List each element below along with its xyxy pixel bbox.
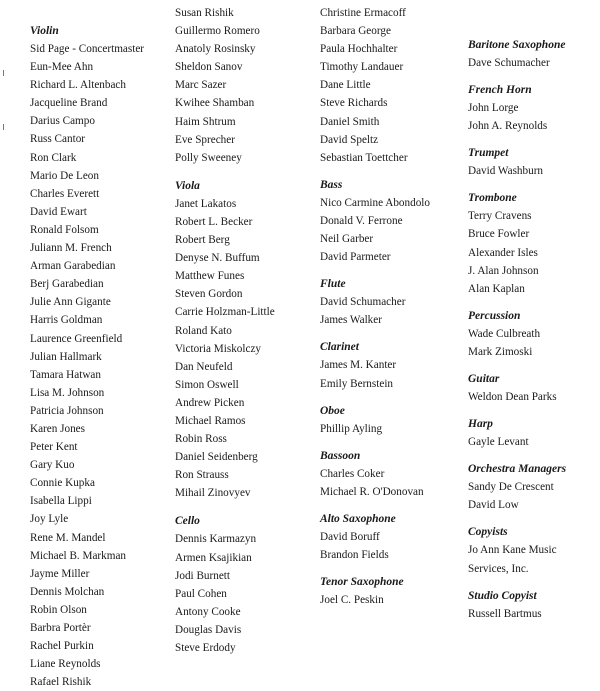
musician-name: Michael Ramos xyxy=(175,414,246,427)
musician-name: Timothy Landauer xyxy=(320,61,404,74)
section-harp xyxy=(468,415,598,451)
section-bass xyxy=(320,176,465,266)
musician-name: Services, Inc. xyxy=(468,562,529,575)
section-heading: Percussion xyxy=(468,309,521,322)
musician-name: Barbra Portèr xyxy=(30,622,91,634)
musician-name: David Boruff xyxy=(320,530,380,543)
musician-name: Guillermo Romero xyxy=(175,25,260,38)
musician-name: Charles Everett xyxy=(30,187,100,200)
section-heading: Trombone xyxy=(468,192,517,205)
musician-name: Daniel Smith xyxy=(320,115,380,128)
column-2 xyxy=(175,4,315,657)
musician-name: Liane Reynolds xyxy=(30,658,101,671)
musician-name: Bruce Fowler xyxy=(468,228,530,241)
section-viola xyxy=(175,177,315,503)
musician-name: Roland Kato xyxy=(175,324,232,337)
musician-name: Rafael Rishik xyxy=(30,676,92,689)
section-bassoon xyxy=(320,447,465,501)
musician-name: Julian Hallmark xyxy=(30,350,102,363)
musician-name: Sandy De Crescent xyxy=(468,481,554,494)
musician-name: Eve Sprecher xyxy=(175,133,235,146)
musician-name: Darius Campo xyxy=(30,115,95,128)
musician-name: Carrie Holzman-Little xyxy=(175,306,275,319)
musician-name: Dennis Molchan xyxy=(30,585,105,598)
section-heading: Guitar xyxy=(468,373,500,386)
musician-name: Charles Coker xyxy=(320,467,385,480)
section-heading: Trumpet xyxy=(468,147,509,160)
musician-name: Sebastian Toettcher xyxy=(320,151,408,164)
column-4 xyxy=(468,36,598,623)
section-violin xyxy=(30,22,170,691)
section-heading: Cello xyxy=(175,515,200,528)
musician-name: Peter Kent xyxy=(30,441,78,454)
section-heading: Studio Copyist xyxy=(468,589,537,602)
musician-name: Lisa M. Johnson xyxy=(30,386,105,399)
section-heading: Flute xyxy=(320,278,346,291)
musician-name: Richard L. Altenbach xyxy=(30,79,126,92)
musician-name: Robert L. Becker xyxy=(175,215,253,228)
musician-name: Michael B. Markman xyxy=(30,549,127,562)
section-guitar xyxy=(468,370,598,406)
musician-name: Connie Kupka xyxy=(30,477,95,490)
musician-name: Sheldon Sanov xyxy=(175,61,243,74)
musician-name: J. Alan Johnson xyxy=(468,264,539,277)
musician-name: Rachel Purkin xyxy=(30,640,94,653)
musician-name: Denyse N. Buffum xyxy=(175,252,260,265)
section-studio-copyist xyxy=(468,587,598,623)
musician-name: Jayme Miller xyxy=(30,567,90,580)
musician-name: David Speltz xyxy=(320,133,379,146)
musician-name: Joel C. Peskin xyxy=(320,594,384,607)
musician-name: Donald V. Ferrone xyxy=(320,214,403,227)
musician-name: Paula Hochhalter xyxy=(320,43,398,56)
column-3 xyxy=(320,4,465,609)
section-oboe xyxy=(320,402,465,438)
musician-name: Tamara Hatwan xyxy=(30,368,101,381)
section-trombone xyxy=(468,189,598,297)
musician-name: David Washburn xyxy=(468,165,544,178)
musician-name: Mark Zimoski xyxy=(468,345,533,358)
section-cello-continued xyxy=(320,4,465,167)
section-alto-saxophone xyxy=(320,510,465,564)
musician-name: Ron Strauss xyxy=(175,469,229,482)
musician-name: Phillip Ayling xyxy=(320,422,383,435)
column-1 xyxy=(30,22,170,691)
musician-name: Polly Sweeney xyxy=(175,151,242,164)
musician-name: David Parmeter xyxy=(320,251,391,264)
section-percussion xyxy=(468,307,598,361)
musician-name: John Lorge xyxy=(468,102,519,115)
musician-name: Paul Cohen xyxy=(175,587,227,600)
musician-name: Jodi Burnett xyxy=(175,569,231,582)
musician-name: Dane Little xyxy=(320,79,371,92)
section-heading: Copyists xyxy=(468,526,508,539)
section-baritone-saxophone xyxy=(468,36,598,72)
section-copyists xyxy=(468,523,598,577)
musician-name: Susan Rishik xyxy=(175,7,234,19)
musician-name: Patricia Johnson xyxy=(30,404,104,417)
musician-name: Anatoly Rosinsky xyxy=(175,43,256,56)
musician-name: Dave Schumacher xyxy=(468,57,550,69)
musician-name: Emily Bernstein xyxy=(320,377,394,390)
musician-name: John A. Reynolds xyxy=(468,120,548,133)
section-cello xyxy=(175,512,315,657)
musician-name: Mario De Leon xyxy=(30,169,99,182)
musician-name: Arman Garabedian xyxy=(30,260,116,273)
musician-name: Matthew Funes xyxy=(175,270,245,283)
section-heading: Viola xyxy=(175,179,200,192)
musician-name: Isabella Lippi xyxy=(30,495,92,508)
section-clarinet xyxy=(320,338,465,392)
musician-name: Andrew Picken xyxy=(175,396,245,409)
section-heading: Clarinet xyxy=(320,341,359,354)
binding-tick xyxy=(3,124,8,130)
section-orchestra-managers xyxy=(468,460,598,514)
musician-name: David Low xyxy=(468,499,519,512)
musician-name: Terry Cravens xyxy=(468,210,532,223)
musician-name: Christine Ermacoff xyxy=(320,7,406,19)
section-trumpet xyxy=(468,144,598,180)
musician-name: Mihail Zinovyev xyxy=(175,487,251,500)
binding-tick xyxy=(3,70,8,76)
section-tenor-saxophone xyxy=(320,573,465,609)
musician-name: Gayle Levant xyxy=(468,436,529,449)
musician-name: Jo Ann Kane Music xyxy=(468,544,557,557)
musician-name: Gary Kuo xyxy=(30,459,75,472)
musician-name: Ronald Folsom xyxy=(30,223,99,236)
musician-name: Alexander Isles xyxy=(468,246,538,259)
musician-name: Dennis Karmazyn xyxy=(175,533,257,546)
section-heading: Tenor Saxophone xyxy=(320,576,404,589)
musician-name: Joy Lyle xyxy=(30,513,69,526)
musician-name: Rene M. Mandel xyxy=(30,531,106,544)
musician-name: Steve Richards xyxy=(320,97,388,110)
section-heading: Bassoon xyxy=(320,449,361,462)
musician-name: Steve Erdody xyxy=(175,642,236,654)
musician-name: Dan Neufeld xyxy=(175,360,233,373)
musician-name: Harris Goldman xyxy=(30,314,103,327)
musician-name: Victoria Miskolczy xyxy=(175,342,262,355)
musician-name: Marc Sazer xyxy=(175,79,227,92)
musician-name: Robert Berg xyxy=(175,234,230,247)
section-french-horn xyxy=(468,81,598,135)
section-heading: Orchestra Managers xyxy=(468,463,567,476)
section-heading: Bass xyxy=(320,178,343,191)
musician-name: Laurence Greenfield xyxy=(30,332,123,345)
musician-name: Janet Lakatos xyxy=(175,197,237,210)
musician-name: Haim Shtrum xyxy=(175,115,236,128)
musician-name: Jacqueline Brand xyxy=(30,97,108,110)
section-flute xyxy=(320,275,465,329)
musician-name: Weldon Dean Parks xyxy=(468,391,557,404)
musician-name: Karen Jones xyxy=(30,422,85,435)
musician-name: Antony Cooke xyxy=(175,605,241,618)
musician-name: Michael R. O'Donovan xyxy=(320,485,424,498)
musician-name: Kwihee Shamban xyxy=(175,97,255,110)
musician-name: Russ Cantor xyxy=(30,133,86,146)
musician-name: David Ewart xyxy=(30,205,87,218)
musician-name: James M. Kanter xyxy=(320,359,397,372)
musician-name: Eun-Mee Ahn xyxy=(30,61,94,74)
musician-name: James Walker xyxy=(320,314,382,327)
musician-name: Alan Kaplan xyxy=(468,282,525,295)
section-heading: Baritone Saxophone xyxy=(468,39,566,51)
musician-name: Nico Carmine Abondolo xyxy=(320,196,430,209)
section-heading: Alto Saxophone xyxy=(320,512,396,525)
musician-name: Daniel Seidenberg xyxy=(175,451,258,464)
musician-name: Berj Garabedian xyxy=(30,278,104,291)
musician-name: Robin Olson xyxy=(30,603,87,616)
musician-name: Russell Bartmus xyxy=(468,607,542,620)
musician-name: Steven Gordon xyxy=(175,288,243,301)
musician-name: Douglas Davis xyxy=(175,623,242,636)
section-violin-continued xyxy=(175,4,315,167)
musician-name: Juliann M. French xyxy=(30,242,112,255)
section-heading: French Horn xyxy=(468,84,532,97)
section-heading: Harp xyxy=(468,418,493,431)
musician-name: Barbara George xyxy=(320,25,391,38)
musician-name: Robin Ross xyxy=(175,433,227,446)
musician-name: Simon Oswell xyxy=(175,378,239,391)
musician-name: Armen Ksajikian xyxy=(175,551,252,564)
musician-name: Brandon Fields xyxy=(320,548,389,561)
musician-name: Julie Ann Gigante xyxy=(30,296,111,309)
section-heading: Oboe xyxy=(320,404,345,417)
musician-name: Neil Garber xyxy=(320,233,374,246)
musician-name: Wade Culbreath xyxy=(468,327,541,340)
musician-name: Sid Page - Concertmaster xyxy=(30,43,145,55)
section-heading: Violin xyxy=(30,25,59,37)
musician-name: David Schumacher xyxy=(320,296,406,309)
musician-name: Ron Clark xyxy=(30,151,77,164)
